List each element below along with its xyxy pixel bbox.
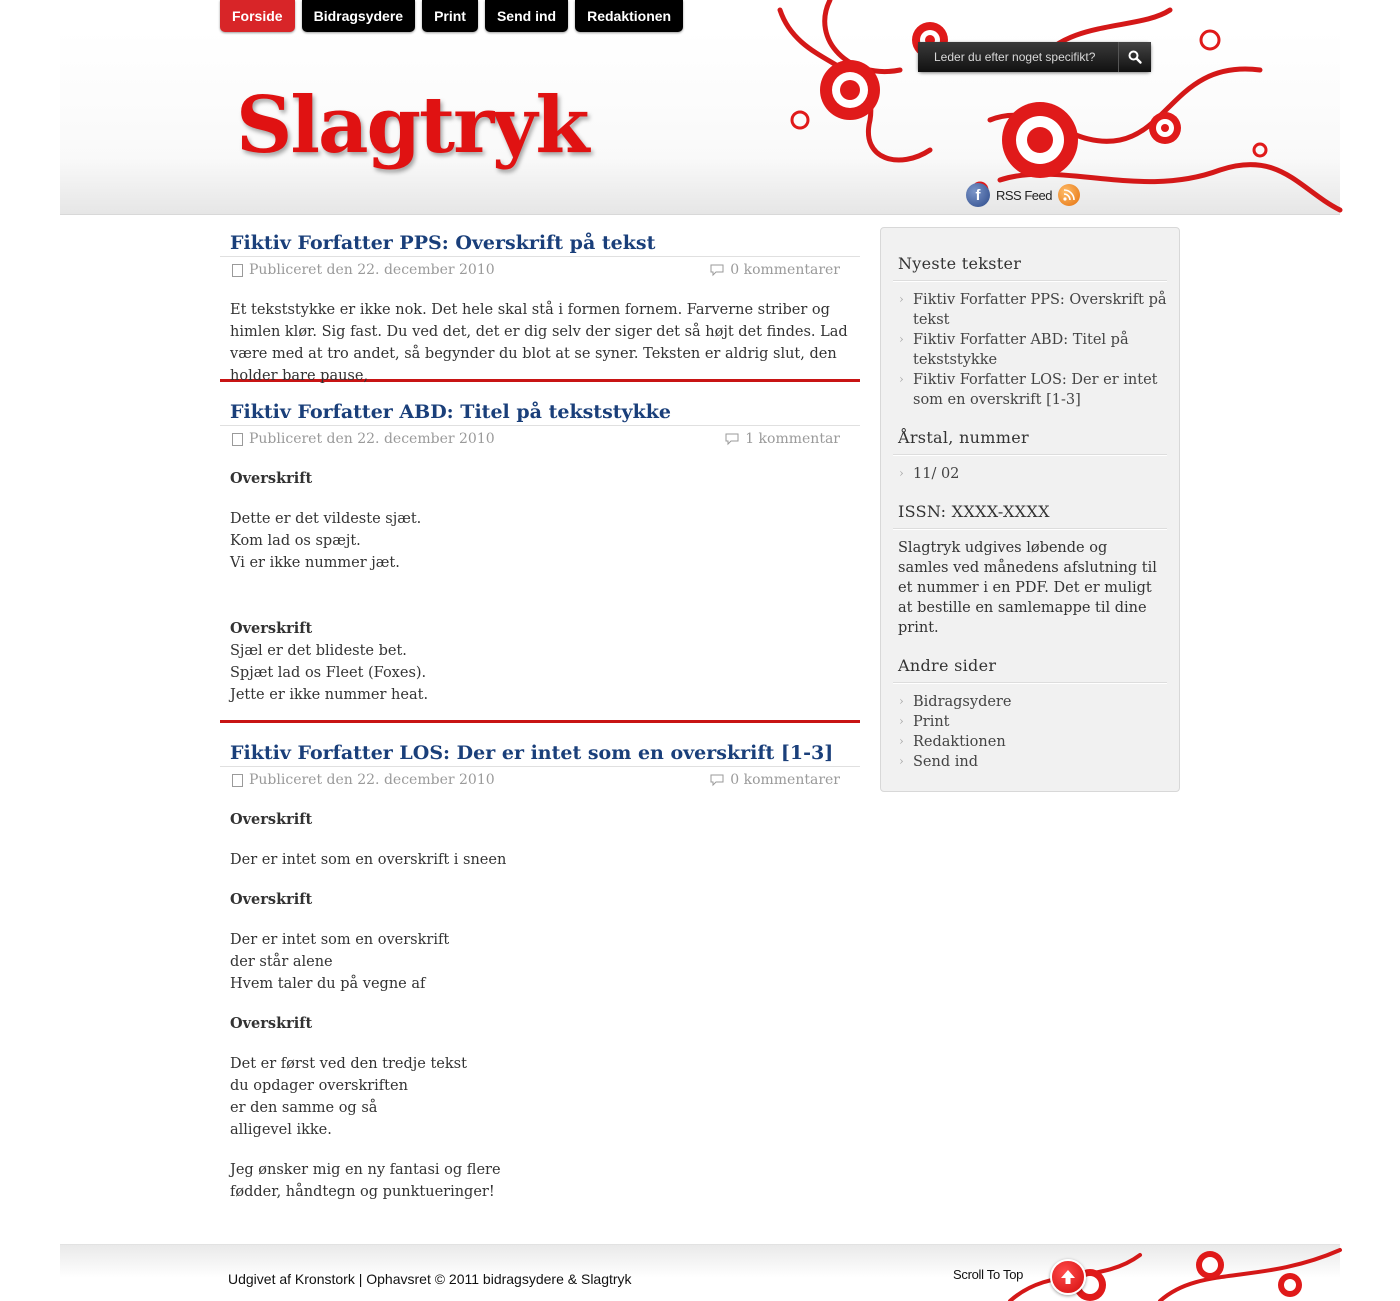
footer-copyright: Udgivet af Kronstork | Ophavsret © 2011 bidragsydere & Slagtryk: [228, 1271, 632, 1287]
body-line: Dette er det vildeste sjæt.: [230, 511, 422, 527]
post-date: Publiceret den 22. december 2010: [249, 262, 495, 278]
post-meta: [220, 767, 860, 793]
facebook-icon[interactable]: f: [966, 183, 990, 207]
comments-count: 0 kommentarer: [730, 262, 840, 278]
post-meta: [220, 257, 860, 283]
comments-link[interactable]: [710, 262, 840, 278]
body-line: Spjæt lad os Fleet (Foxes).: [230, 665, 427, 681]
post-date: Publiceret den 22. december 2010: [249, 772, 495, 788]
recent-post-link[interactable]: › Fiktiv Forfatter ABD: Titel på tekststykke: [893, 330, 1167, 370]
document-icon: [232, 433, 243, 446]
footer: [60, 1244, 1340, 1300]
body-line: er den samme og så: [230, 1100, 378, 1116]
comment-icon: [725, 433, 739, 445]
post-meta: [220, 426, 860, 452]
body-line: Der er intet som en overskrift: [230, 932, 450, 948]
rss-icon[interactable]: [1058, 184, 1080, 206]
body-heading: Overskrift: [230, 470, 313, 487]
body-line: Hvem taler du på vegne af: [230, 976, 426, 992]
recent-post-link[interactable]: › Fiktiv Forfatter LOS: Der er intet som en overskrift [1-3]: [893, 370, 1167, 410]
body-heading: Overskrift: [230, 891, 313, 908]
widget-title: Nyeste tekster: [893, 250, 1167, 281]
page-link-print[interactable]: › Print: [893, 712, 1167, 732]
comments-link[interactable]: [725, 431, 840, 447]
post: [220, 227, 860, 382]
widget-issue: [893, 424, 1167, 484]
nav-redaktionen[interactable]: Redaktionen: [575, 0, 683, 32]
body-line: du opdager overskriften: [230, 1078, 408, 1094]
social-links: [966, 183, 1080, 207]
post-date: Publiceret den 22. december 2010: [249, 431, 495, 447]
recent-post-link[interactable]: › Fiktiv Forfatter PPS: Overskrift på tekst: [893, 290, 1167, 330]
comments-count: 1 kommentar: [745, 431, 840, 447]
nav-print[interactable]: Print: [422, 0, 478, 32]
widget-title: ISSN: XXXX-XXXX: [893, 498, 1167, 529]
sidebar: [880, 227, 1180, 792]
nav-forside[interactable]: Forside: [220, 0, 295, 32]
search-icon: [1128, 50, 1142, 64]
nav-send-ind[interactable]: Send ind: [485, 0, 568, 32]
widget-issn: [893, 498, 1167, 638]
body-paragraph: Der er intet som en overskrift i sneen: [230, 852, 507, 868]
comments-link[interactable]: [710, 772, 840, 788]
search-button[interactable]: [1118, 42, 1151, 72]
site-logo[interactable]: Slagtryk: [236, 80, 588, 171]
page-link-bidragsydere[interactable]: › Bidragsydere: [893, 692, 1167, 712]
widget-recent-posts: [893, 250, 1167, 410]
body-line: Jeg ønsker mig en ny fantasi og flere: [230, 1162, 501, 1178]
scroll-to-top-button[interactable]: [1050, 1259, 1086, 1295]
post: [220, 737, 860, 1217]
document-icon: [232, 774, 243, 787]
issue-link[interactable]: › 11/ 02: [893, 464, 1167, 484]
rss-feed-label[interactable]: RSS Feed: [996, 187, 1052, 203]
rss-glyph-icon: [1063, 189, 1075, 201]
widget-title: Årstal, nummer: [893, 424, 1167, 455]
widget-title: Andre sider: [893, 652, 1167, 683]
body-line: alligevel ikke.: [230, 1122, 332, 1138]
body-stanza: [230, 1159, 850, 1203]
body-heading: Overskrift: [230, 1015, 313, 1032]
page-link-redaktionen[interactable]: › Redaktionen: [893, 732, 1167, 752]
page-link-send-ind[interactable]: › Send ind: [893, 752, 1167, 772]
arrow-up-icon: [1060, 1269, 1076, 1285]
search-box: [918, 42, 1151, 72]
body-line: Sjæl er det blideste bet.: [230, 643, 407, 659]
body-stanza: [230, 1053, 850, 1141]
body-heading: Overskrift: [230, 620, 313, 637]
widget-other-pages: [893, 652, 1167, 772]
body-line: Det er først ved den tredje tekst: [230, 1056, 467, 1072]
body-stanza: [230, 929, 850, 995]
main-nav: [220, 0, 683, 32]
post-title[interactable]: Fiktiv Forfatter ABD: Titel på tekststykke: [220, 396, 860, 426]
post-title[interactable]: Fiktiv Forfatter LOS: Der er intet som en overskrift [1-3]: [220, 737, 860, 767]
body-heading: Overskrift: [230, 811, 313, 828]
body-line: fødder, håndtegn og punktueringer!: [230, 1184, 495, 1200]
post-title[interactable]: Fiktiv Forfatter PPS: Overskrift på tekst: [220, 227, 860, 257]
main-content: [220, 227, 860, 1217]
body-line: Vi er ikke nummer jæt.: [230, 555, 400, 571]
nav-bidragsydere[interactable]: Bidragsydere: [302, 0, 415, 32]
document-icon: [232, 264, 243, 277]
comment-icon: [710, 774, 724, 786]
post: [220, 396, 860, 723]
body-line: Jette er ikke nummer heat.: [230, 687, 429, 703]
scroll-to-top-label[interactable]: Scroll To Top: [953, 1267, 1024, 1282]
body-line: Kom lad os spæjt.: [230, 533, 361, 549]
body-line: der står alene: [230, 954, 333, 970]
post-excerpt: Et tekststykke er ikke nok. Det hele skal stå i formen fornem. Farverne striber og himlen klør. Sig fast. Du ved det, det er dig selv der siger det så højt det findes. Lad være med at tro andet, så begynder du blot at se syner. Teksten er aldrig slut, den holder bare pause,: [230, 302, 848, 384]
search-input[interactable]: [918, 42, 1118, 72]
post-body: [220, 452, 860, 706]
comments-count: 0 kommentarer: [730, 772, 840, 788]
post-body: [220, 793, 860, 1203]
issn-description: Slagtryk udgives løbende og samles ved månedens afslutning til et nummer i en PDF. Det er muligt at bestille en samlemappe til dine print.: [898, 540, 1157, 636]
comment-icon: [710, 264, 724, 276]
